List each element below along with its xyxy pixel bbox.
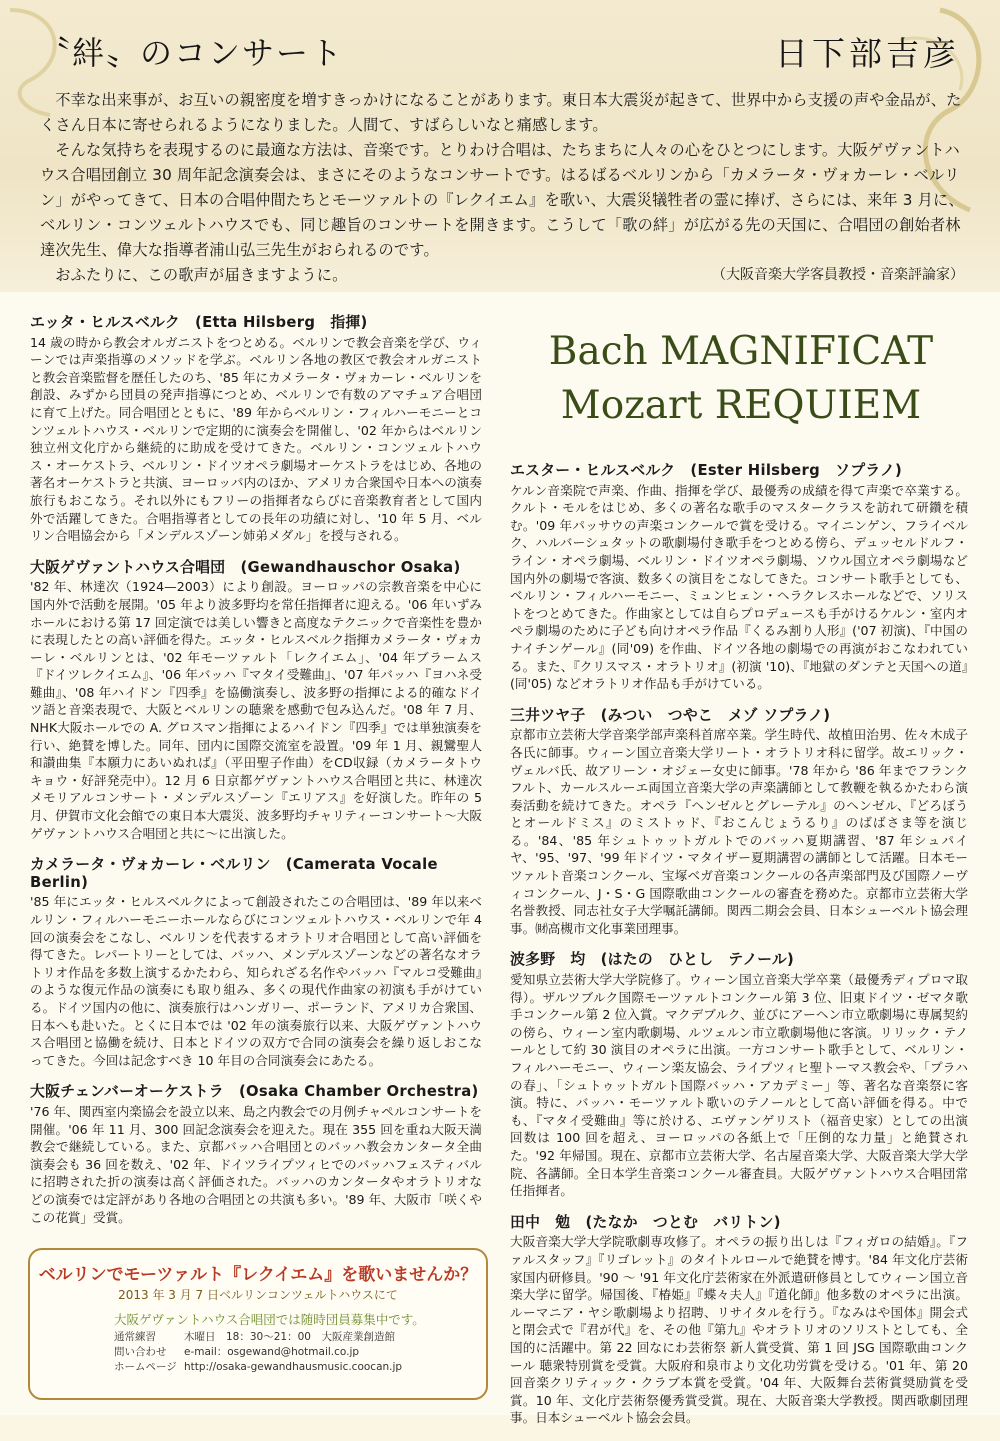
- essay-paragraph: そんな気持ちを表現するのに最適な方法は、音楽です。とりわけ合唱は、たちまちに人々の心をひとつにします。大阪ゲヴァントハウス合唱団創立 30 周年記念演奏会は、まさにそのようなコンサートです。はるばるベルリンから「カメラータ・ヴォカーレ・ベルリン」がやってきて、日本の合唱仲間たちとモーツァルトの『レクイエム』を歌い、大震災犠牲者の霊に捧げ、さらには、来年 3 月に、ベルリン・コンツェルトハウスでも、同じ趣旨のコンサートを開きます。こうして「歌の絆」が広がる先の天国に、合唱団の創始者林達次先生、偉大な指導者浦山弘三先生がおられるのです。: [40, 141, 964, 259]
- recruit-row-label: 問い合わせ: [114, 1346, 167, 1358]
- essay-paragraph: 不幸な出来事が、お互いの親密度を増すきっかけになることがあります。東日本大震災が起きて、世界中から支援の声や金品が、たくさん日本に寄せられるようになりました。人間て、すばらしいなと痛感します。: [40, 91, 962, 134]
- bio-heading: 田中 勉 (たなか つとむ バリトン): [510, 1213, 781, 1231]
- bio-gewandhauschor: [30, 559, 482, 843]
- concert-title: 〝絆〟のコンサート: [38, 34, 345, 72]
- bio-text: '76 年、関西室内楽協会を設立以来、島之内教会での月例チャペルコンサートを開催。'06 年 11 月、300 回記念演奏会を迎えた。現在 355 回を重ね大阪天満教会で継続している。また、京都バッハ合唱団とのバッハ教会カンタータ全曲演奏会も 36 回を数え、'02 年、ドイツライプツィヒでのバッハフェスティバルに招聘された折の演奏は高く評価された。バッハのカンタータやオラトリオなどの演奏では定評があり各地の合唱団との共演も多い。'89 年、大阪市「咲くやこの花賞」受賞。: [30, 1103, 482, 1225]
- program-line-bach: Bach MAGNIFICAT: [548, 329, 934, 374]
- bio-text: 京都市立芸術大学音楽学部声楽科首席卒業。学生時代、故植田治男、佐々木成子各氏に師事。ウィーン国立音楽大学リート・オラトリオ科に留学。故エリック・ヴェルバ氏、故アリーン・オジェー女史に師事。'78 年から '86 年までフランクフルト、カールスルーエ両国立音楽大学の声楽講師として教鞭を執るかたわら演奏活動を続けてきた。オペラ『ヘンゼルとグレーテル』のヘンゼル、『どろぼうとオールドミス』のミストゥド、『おこんじょうるり』のばばさま等を演じる。'84、'85 年シュトゥットガルトでのバッハ夏期講習、'87 年シュパイヤ、'95、'97、'99 年ドイツ・マタイザー夏期講習の講師として活躍。日本モーツァルト音楽コンクール、宝塚ベガ音楽コンクールの各声楽部門及び国際ノーヴィコンクール、J・S・G 国際歌曲コンクールの審査を務めた。京都市立芸術大学名誉教授、同志社女子大学嘱託講師。関西二期会会員、日本シューベルト協会理事。㈶高槻市文化事業団理事。: [510, 727, 968, 936]
- bio-ester: [510, 462, 968, 693]
- bio-heading: 大阪ゲヴァントハウス合唱団 (Gewandhauschor Osaka): [30, 558, 461, 576]
- bio-camerata: [30, 856, 482, 1069]
- bio-text: '85 年にエッタ・ヒルスベルクによって創設されたこの合唱団は、'89 年以来ベルリン・フィルハーモニーホールならびにコンツェルトハウス・ベルリンで年 4 回の演奏会をこなし、ベルリンを代表するオラトリオ合唱団として高い評価を得てきた。レパートリーとしては、バッハ、メンデルスゾーンなどの著名なオラトリオ作品を多数上演するかたわら、知られざる名作やバッハ『マルコ受難曲』のような復元作品の演奏にも取り組み、多くの現代作曲家の初演も手がけている。ドイツ国内の他に、演奏旅行はハンガリー、ポーランド、アメリカ合衆国、日本へも赴いた。とくに日本では '02 年の演奏旅行以来、大阪ゲヴァントハウス合唱団と協働を続け、日本とドイツの双方で合同の演奏会を繰り返しおこなってきた。今回は記念すべき 10 年目の合同演奏会にあたる。: [30, 894, 482, 1068]
- recruit-box: [28, 1248, 488, 1400]
- recruit-row-value: 木曜日 18：30～21：00 大阪産業創造館: [184, 1331, 395, 1343]
- recruit-row-value: http://osaka-gewandhausmusic.coocan.jp: [184, 1361, 403, 1373]
- left-column: [30, 314, 482, 1240]
- author-credit: （大阪音楽大学客員教授・音楽評論家）: [712, 267, 964, 283]
- bio-text: 大阪音楽大学大学院歌劇専攻修了。オペラの振り出しは『フィガロの結婚』。『ファルスタッフ』『リゴレット』のタイトルロールで絶賛を博す。'84 年文化庁芸術家国内研修員。'90 ～ '91 年文化庁芸術家在外派遣研修員としてウィーン国立音楽大学に留学。帰国後、『椿姫』『蝶々夫人』『道化師』他多数のオペラに出演。ルーマニア・ヤシ歌劇場より招聘、リサイタルを行う。『なみはや国体』開会式と閉会式で『君が代』を、その他『第九』やオラトリオのソリストとしても、全国的に活躍中。第 22 回なにわ芸術祭 新人賞受賞、第 1 回 JSG 国際歌曲コンクール 聴衆特別賞を受賞。大阪府和泉市より文化功労賞を受ける。'01 年、第 20 回音楽クリティック・クラブ本賞を受賞。'04 年、大阪舞台芸術賞奨励賞を受賞。10 年、文化庁芸術祭優秀賞受賞。現在、大阪音楽大学教授。関西歌劇団理事。日本シューベルト協会会員。: [510, 1234, 968, 1426]
- bio-hatano: [510, 951, 968, 1199]
- recruit-row-label: ホームページ: [114, 1361, 177, 1373]
- recruit-row: [114, 1330, 402, 1345]
- bio-heading: エッタ・ヒルスベルク (Etta Hilsberg 指揮): [30, 314, 368, 331]
- right-column: [510, 462, 968, 1441]
- recruit-row: [114, 1360, 402, 1375]
- bio-etta: [30, 314, 482, 545]
- bio-heading: 三井ツヤ子 (みつい つやこ メゾ ソプラノ): [510, 706, 831, 724]
- recruit-subline: 2013 年 3 月 7 日ベルリンコンツェルトハウスにて: [118, 1288, 398, 1302]
- bio-text: 14 歳の時から教会オルガニストをつとめる。ベルリンで教会音楽を学び、ウィーンでは声楽指導のメソッドを学ぶ。ベルリン各地の教区で教会オルガニストと教会音楽監督を歴任したのち、'85 年にカメラータ・ヴォカーレ・ベルリンを創設、みずから団員の発声指導につとめ、ベルリンで有数のアマチュア合唱団に育て上げた。同合唱団とともに、'89 年からベルリン・フィルハーモニーとコンツェルトハウス・ベルリンで定期的に演奏会を開催し、'02 年からはベルリン独立州文化庁から継続的に助成を受けてきた。ベルリン・コンツェルトハウス・オーケストラ、ベルリン・ドイツオペラ劇場オーケストラをはじめ、各地の著名オーケストラと共演、ヨーロッパ内のほか、アメリカ合衆国や日本への演奏旅行もおこなう。それ以外にもフリーの指揮者ならびに音楽教育者として国内外で活躍してきた。合唱指導者としての長年の功績に対し、'10 年 5 月、ベルリン合唱協会から「メンデルスゾーン姉弟メダル」を授与される。: [30, 334, 482, 544]
- recruit-row-value: e-mail：osgewand@hotmail.co.jp: [184, 1346, 360, 1358]
- bio-text: '82 年、林達次（1924—2003）により創設。ヨーロッパの宗教音楽を中心に国内外で活動を展開。'05 年より波多野均を常任指揮者に迎える。'06 年いずみホールにおける第 17 回定演では美しい響きと高度なテクニックで音楽性を豊かに表現したとの高い評価を得た。エッタ・ヒルスベルク指揮カメラータ・ヴォカーレ・ベルリンとは、'02 年モーツァルト「レクイエム」、'04 年ブラームス『ドイツレクイエム』、'06 年バッハ『マタイ受難曲』、'07 年バッハ『ヨハネ受難曲』、'08 年ハイドン『四季』を協働演奏し、波多野の指揮による的確なドイツ語と音楽表現で、大阪とベルリンの聴衆を感動で包み込んだ。'08 年 7 月、NHK大阪ホールでの A. グロスマン指揮によるハイドン『四季』では単独演奏を行い、絶賛を博した。同年、団内に国際交流室を設置。'09 年 1 月、親鸞聖人和讃曲集『本願力にあいぬれば』（平田聖子作曲）をCD収録（カメラータトウキョウ・好評発売中）。12 月 6 日京都ゲヴァントハウス合唱団と共に、林達次メモリアルコンサート・メンデルスゾーン『エリアス』を好演した。昨年の 5 月、伊賀市文化会館での東日本大震災、波多野均チャリティーコンサート～大阪ゲヴァントハウス合唱団と共に～に出演した。: [30, 579, 482, 841]
- bio-heading: エスター・ヒルスベルク (Ester Hilsberg ソプラノ): [510, 462, 903, 479]
- recruit-info: [114, 1330, 402, 1375]
- program-line-mozart: Mozart REQUIEM: [560, 383, 922, 428]
- bio-tanaka: [510, 1214, 968, 1427]
- bio-heading: 波多野 均 (はたの ひとし テノール): [510, 951, 795, 969]
- recruit-row-label: 通常練習: [114, 1331, 156, 1343]
- bio-mitsui: [510, 707, 968, 938]
- program-title: [506, 325, 976, 433]
- author-name: 日下部吉彦: [775, 34, 960, 73]
- bio-heading: カメラータ・ヴォカーレ・ベルリン (Camerata Vocale Berlin): [30, 856, 438, 891]
- bio-text: ケルン音楽院で声楽、作曲、指揮を学び、最優秀の成績を得て声楽で卒業する。クルト・モルをはじめ、多くの著名な歌手のマスタークラスを訪れて研鑽を積む。'09 年パッサウの声楽コンクールで賞を受ける。マイニンゲン、フライベルク、ハルバーシュタットの歌劇場付き歌手をつとめる傍ら、デュッセルドルフ・ライン・オペラ劇場、ベルリン・ドイツオペラ劇場、ソウル国立オペラ劇場など国内外の劇場で客演、数多くの演目をこなしてきた。コンサート歌手としても、ベルリン・フィルハーモニー、ミュンヒェン・ヘラクレスホールなどで、ソリストをつとめてきた。作曲家としては自らプロデュースも手がけるケルン・室内オペラ劇場のために子ども向けオペラ作品『くるみ割り人形』('07 初演)、『中国のナイチンゲール』(同'09) を作曲、ドイツ各地の劇場での再演がおこなわれている。また、『クリスマス・オラトリオ』(初演 '10)、『地獄のダンテと天国への道』(同'05) などオラトリオ作品も手がけている。: [510, 482, 968, 692]
- bio-heading: 大阪チェンバーオーケストラ (Osaka Chamber Orchestra): [30, 1083, 479, 1101]
- bio-text: 愛知県立芸術大学大学院修了。ウィーン国立音楽大学卒業（最優秀ディプロマ取得）。ザルツブルク国際モーツァルトコンクール第 3 位、旧東ドイツ・ゼマタ歌手コンクール第 2 位入賞。マクデブルク、並びにアーヘン市立歌劇場に専属契約の傍ら、ウィーン室内歌劇場、ルツェルン市立歌劇場他に客演。リリック・テノールとして約 30 演目のオペラに出演。一方コンサート歌手として、ベルリン・フィルハーモニー、ウィーン楽友協会、ライプツィヒ聖トーマス教会や、「プラハの春」、「シュトゥットガルト国際バッハ・アカデミー」等、著名な音楽祭に客演。特に、バッハ・モーツァルト歌いのテノールとして高い評価を得る。中でも、『マタイ受難曲』等に於ける、エヴァンゲリスト（福音史家）としての出演回数は 100 回を超え、ヨーロッパの各紙上で「圧倒的な力量」と絶賛された。'92 年帰国。現在、京都市立芸術大学、名古屋音楽大学、大阪音楽大学大学院、各講師。全日本学生音楽コンクール審査員。大阪ゲヴァントハウス合唱団常任指揮者。: [510, 972, 968, 1199]
- bio-chamber-orchestra: [30, 1083, 482, 1226]
- essay-paragraph: おふたりに、この歌声が届きますように。: [55, 266, 348, 284]
- essay: [40, 88, 968, 288]
- recruit-notice: 大阪ゲヴァントハウス合唱団では随時団員募集中です。: [114, 1312, 425, 1327]
- recruit-headline: ベルリンでモーツァルト『レクイエム』を歌いませんか？: [38, 1265, 478, 1285]
- recruit-row: [114, 1345, 402, 1360]
